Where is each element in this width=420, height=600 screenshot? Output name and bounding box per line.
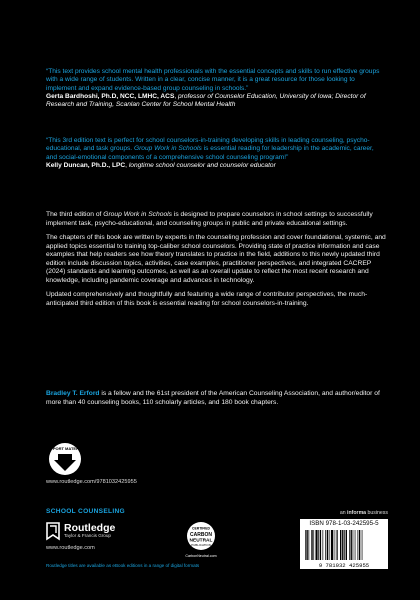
endorsement-2 xyxy=(46,137,386,170)
barcode-bar xyxy=(351,530,352,560)
routledge-logo xyxy=(46,522,115,540)
barcode-bar xyxy=(331,530,333,560)
barcode-bar xyxy=(306,530,307,560)
barcode-bar xyxy=(349,530,350,560)
endorsement-quote: “This 3rd edition text is perfect for school counselors-in-training developing skills in leading counseling, psycho-educational, and task groups. Group Work in Schools is essential reading for leadership in the academic, career, and social-emotional components of a comprehensive school counseling program!” xyxy=(46,137,374,161)
barcode-bar xyxy=(355,530,356,560)
barcode-bar xyxy=(313,530,314,560)
barcode-bar xyxy=(346,530,347,560)
isbn-barcode xyxy=(300,528,388,569)
support-url[interactable]: www.routledge.com/9781032425955 xyxy=(46,479,137,485)
barcode-bar xyxy=(359,530,360,560)
publisher-name: Routledge xyxy=(64,522,116,534)
publisher-url[interactable]: www.routledge.com xyxy=(46,545,95,551)
barcode-digits: 9 781032 425955 xyxy=(318,562,370,569)
carbon-certified: CERTIFIED xyxy=(192,526,210,531)
publisher-subtitle: Taylor & Francis Group xyxy=(64,533,111,538)
barcode-bar xyxy=(323,530,324,560)
barcode-bar xyxy=(309,530,310,560)
barcode-bar xyxy=(336,530,337,560)
category-label: SCHOOL COUNSELING xyxy=(46,508,125,515)
informa-note xyxy=(340,510,388,516)
informa-suffix: business xyxy=(366,510,388,516)
barcode-bar xyxy=(318,530,319,560)
carbon-publication: PUBLICATION xyxy=(191,543,211,547)
barcode-bar xyxy=(311,530,312,560)
barcode-bar xyxy=(320,530,321,560)
routledge-mark-icon xyxy=(46,522,60,540)
barcode-bar xyxy=(337,530,338,560)
informa-brand: informa xyxy=(347,510,367,516)
endorser: Gerta Bardhoshi, Ph.D, NCC, LMHC, ACS, professor of Counselor Education, University of Iowa; Director of Research and Training, Scanlan Center for School Mental Health xyxy=(46,92,366,109)
barcode-bar xyxy=(342,530,343,560)
author-bio xyxy=(46,390,386,407)
author-bio-text: is a fellow and the 61st president of the American Counseling Association, and author/editor of more than 40 counseling books, 110 scholarly articles, and 180 book chapters. xyxy=(46,390,380,406)
book-title: Group Work in Schools xyxy=(133,145,202,153)
barcode-block xyxy=(300,510,388,569)
endorser-name: Gerta Bardhoshi, Ph.D, NCC, LMHC, ACS xyxy=(46,92,175,100)
description-paragraph: The chapters of this book are written by experts in the counseling profession and cover foundational, systemic, and applied topics essential to training top-caliber school counselors. Providing state of practice information and case examples that help readers see how theory translates to practice in the field, additions to this newly updated third edition include discussion topics, activities, case examples, practitioner perspectives, and integrated CACREP (2024) standards and learning outcomes, as well as an overall update to reflect the most recent research and knowledge, including pandemic coverage and advances in technology. xyxy=(46,234,386,284)
carbon-url: CarbonNeutral.com xyxy=(185,554,217,558)
barcode-bar xyxy=(334,530,335,560)
barcode-bar xyxy=(329,530,330,560)
barcode-bar xyxy=(353,530,354,560)
support-material-icon xyxy=(44,442,86,476)
barcode-bar xyxy=(358,530,359,560)
informa-prefix: an xyxy=(339,510,348,516)
barcode-bar xyxy=(325,530,326,560)
barcode-bar xyxy=(316,530,318,560)
barcode-bar xyxy=(362,530,363,560)
endorser-name: Kelly Duncan, Ph.D., LPC xyxy=(46,161,126,169)
support-material-label: SUPPORT MATERIAL xyxy=(44,446,86,451)
description-paragraph: The third edition of Group Work in Schools is designed to prepare counselors in school settings to successfully implement task, psycho-educational, and counseling groups in public and private educational settings. xyxy=(46,211,373,227)
carbon-neutral-logo xyxy=(186,521,216,565)
neutral-word: NEUTRAL xyxy=(189,538,213,544)
isbn-label: ISBN 978-1-03-242595-5 xyxy=(300,519,388,528)
endorsement-1 xyxy=(46,68,386,109)
barcode-bar xyxy=(340,530,341,560)
endorser-role: longtime school counselor and counselor educator xyxy=(128,161,276,169)
endorser-role: professor of Counselor Education, University of Iowa; Director of Research and Training, Scanlan Center for School Mental Health xyxy=(46,92,366,109)
barcode-bar xyxy=(305,530,306,560)
endorser: Kelly Duncan, Ph.D., LPC, longtime school counselor and counselor educator xyxy=(46,161,276,169)
book-title: Group Work in Schools xyxy=(103,211,173,218)
barcode-bar xyxy=(327,530,328,560)
author-name: Bradley T. Erford xyxy=(46,390,100,397)
description-paragraph: Updated comprehensively and thoughtfully and featuring a wide range of contributor perspectives, the much-anticipated third edition of this book is essential reading for school counselors-in-training. xyxy=(46,291,368,307)
barcode-bar xyxy=(344,530,345,560)
book-description xyxy=(46,211,388,314)
endorsement-quote: “This text provides school mental health professionals with the essential concepts and skills to run effective groups with a wide range of students. Written in a clear, concise manner, it is a great resource for those looking to implement and expand evidence-based group counseling in schools.” xyxy=(46,68,380,92)
carbon-word: CARBON xyxy=(190,532,212,538)
ebook-note: Routledge titles are available as eBook editions in a range of digital formats xyxy=(46,563,200,568)
